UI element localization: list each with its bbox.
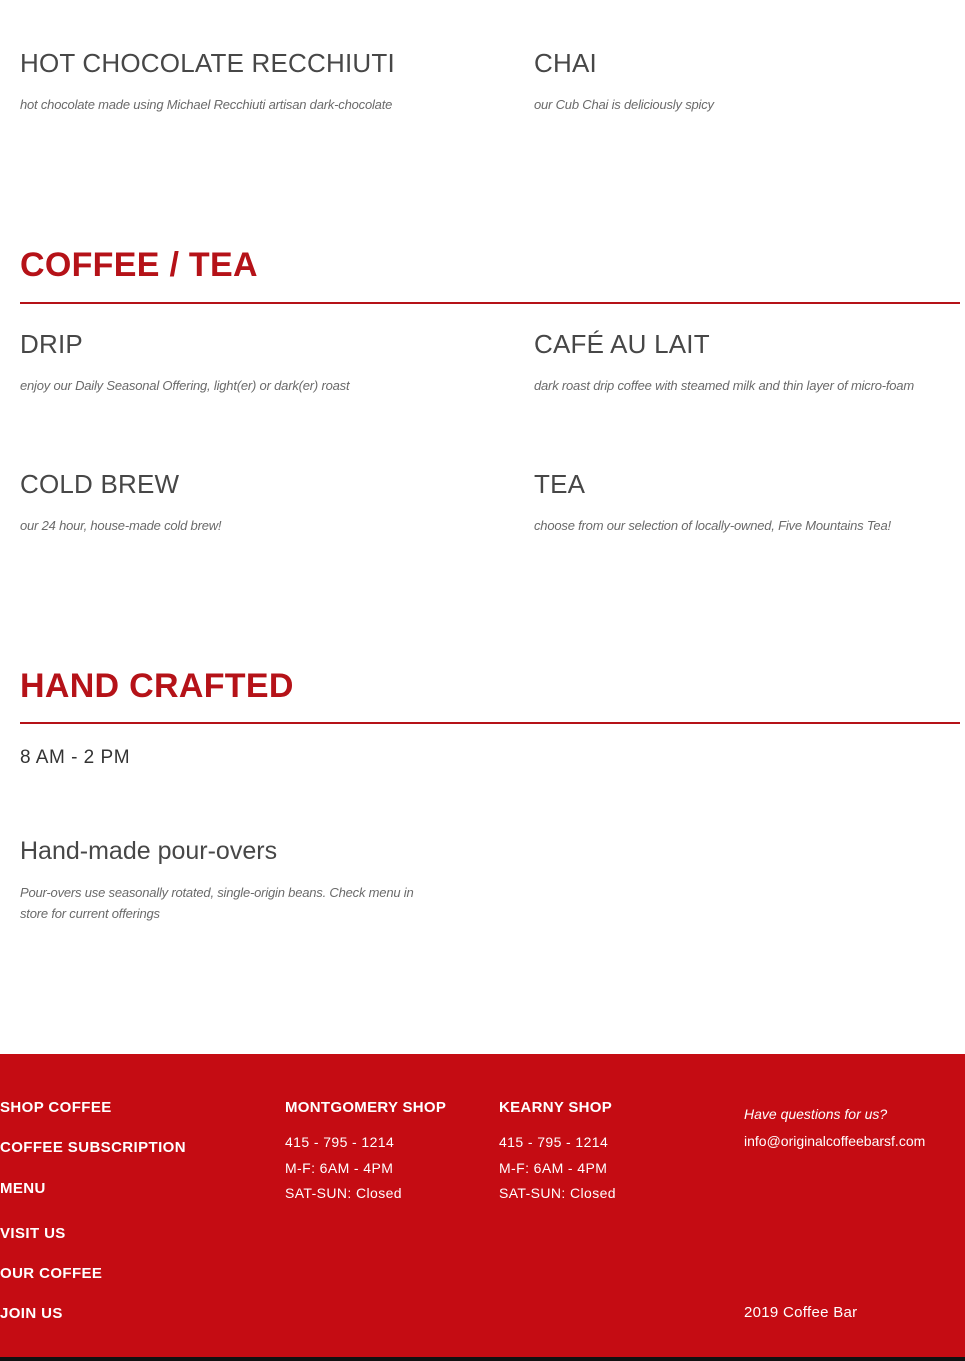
menu-item-title: CHAI	[534, 48, 597, 78]
menu-item-title: Hand-made pour-overs	[20, 837, 278, 865]
menu-item-description: choose from our selection of locally-owned, Five Mountains Tea!	[534, 518, 891, 533]
hours-text: 8 AM - 2 PM	[20, 747, 131, 768]
kearny-phone: 415 - 795 - 1214	[499, 1134, 609, 1150]
menu-item-description: our 24 hour, house-made cold brew!	[20, 518, 222, 533]
menu-item-description: Pour-overs use seasonally rotated, single-origin beans. Check menu in store for current offerings	[20, 885, 414, 921]
copyright-text: 2019 Coffee Bar	[744, 1304, 858, 1321]
menu-item-title: DRIP	[20, 329, 83, 359]
footer-link-join-us[interactable]: JOIN US	[0, 1305, 63, 1322]
footer-link-shop-coffee[interactable]: SHOP COFFEE	[0, 1099, 112, 1116]
montgomery-weekend-hours: SAT-SUN: Closed	[285, 1185, 402, 1201]
menu-item-description: enjoy our Daily Seasonal Offering, light(er) or dark(er) roast	[20, 378, 350, 393]
footer-link-visit-us[interactable]: VISIT US	[0, 1225, 66, 1242]
section-heading-hand-crafted: HAND CRAFTED	[20, 667, 294, 705]
footer-link-coffee-subscription[interactable]: COFFEE SUBSCRIPTION	[0, 1139, 186, 1156]
menu-item-title: COLD BREW	[20, 469, 180, 499]
footer-link-our-coffee[interactable]: OUR COFFEE	[0, 1265, 103, 1282]
section-heading-coffee-tea: COFFEE / TEA	[20, 246, 258, 284]
section-divider	[20, 302, 960, 304]
menu-item-description: our Cub Chai is deliciously spicy	[534, 97, 714, 112]
questions-text: Have questions for us?	[744, 1106, 888, 1122]
montgomery-shop-title: MONTGOMERY SHOP	[285, 1099, 447, 1116]
menu-item-title: CAFÉ AU LAIT	[534, 329, 710, 359]
menu-item-title: TEA	[534, 469, 586, 499]
menu-item-description: hot chocolate made using Michael Recchiuti artisan dark-chocolate	[20, 97, 393, 112]
menu-item-description: dark roast drip coffee with steamed milk and thin layer of micro-foam	[534, 378, 914, 393]
footer-link-menu[interactable]: MENU	[0, 1180, 46, 1197]
kearny-shop-title: KEARNY SHOP	[499, 1099, 613, 1116]
footer-bottom-bar	[0, 1357, 965, 1361]
montgomery-phone: 415 - 795 - 1214	[285, 1134, 395, 1150]
section-divider	[20, 722, 960, 724]
site-footer	[0, 1054, 965, 1357]
montgomery-weekday-hours: M-F: 6AM - 4PM	[285, 1160, 394, 1176]
menu-item-title: HOT CHOCOLATE RECCHIUTI	[20, 48, 395, 78]
contact-email-link[interactable]: info@originalcoffeebarsf.com	[744, 1133, 926, 1149]
kearny-weekday-hours: M-F: 6AM - 4PM	[499, 1160, 608, 1176]
kearny-weekend-hours: SAT-SUN: Closed	[499, 1185, 616, 1201]
